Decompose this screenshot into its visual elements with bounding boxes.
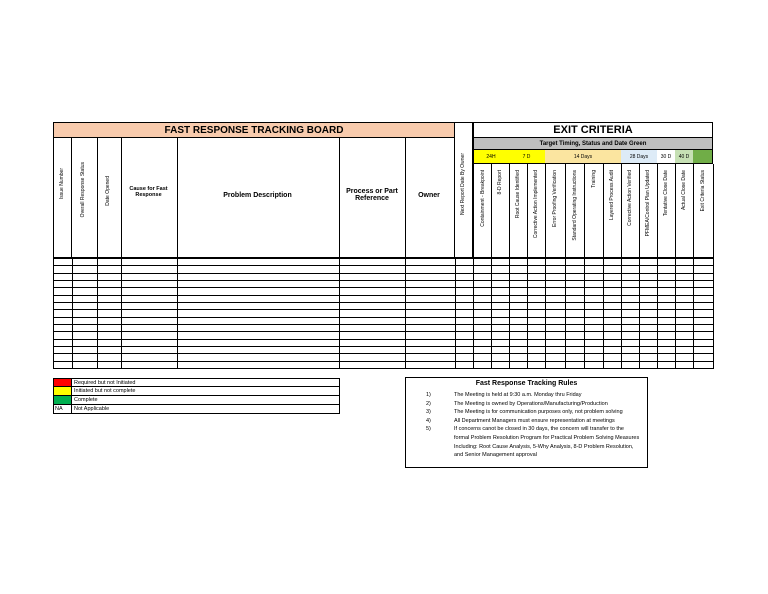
rule-number: 3) [426, 409, 431, 416]
exit-col-label: Containment - Breakpoint [480, 170, 486, 227]
grid-col-line [405, 258, 406, 368]
grid-row-line [53, 331, 714, 332]
exit-col-header [584, 164, 604, 258]
grid-row-line [53, 280, 714, 281]
exit-col-header [639, 164, 658, 258]
rule-text: All Department Managers must ensure representation at meetings [454, 417, 615, 424]
grid-col-line [545, 258, 546, 368]
legend-label: Initiated but not complete [74, 388, 136, 394]
legend-swatch-green [54, 396, 72, 404]
legend-row [53, 396, 340, 405]
exit-col-header [675, 164, 694, 258]
grid-col-line [455, 258, 456, 368]
exit-criteria-title: EXIT CRITERIA [473, 122, 713, 138]
rule-number: 1) [426, 392, 431, 398]
col-owner [405, 138, 455, 258]
exit-col-header [509, 164, 528, 258]
rule-text: Including: Root Cause Analysis, 5-Why Analysis, 8-D Problem Resolution, [454, 443, 634, 450]
status-legend [53, 378, 340, 414]
grid-col-line [693, 258, 694, 368]
exit-col-header [621, 164, 640, 258]
grid-row-line [53, 265, 714, 266]
grid-row-line [53, 258, 714, 259]
grid-col-line [53, 258, 54, 368]
band-14d: 14 Days [545, 150, 622, 164]
exit-col-label: Exit Criteria Status [700, 170, 706, 212]
band-28d: 28 Days [621, 150, 658, 164]
grid-col-line [639, 258, 640, 368]
exit-col-header [657, 164, 676, 258]
grid-col-line [584, 258, 585, 368]
rule-text: The Meeting is held at 9:30 a.m. Monday thru Friday [454, 392, 582, 398]
grid-row-line [53, 273, 714, 274]
col-label: Owner [418, 192, 440, 199]
rule-text: If concerns canot be closed in 30 days, the concern will transfer to the [454, 426, 624, 433]
col-label: Problem Description [223, 192, 292, 199]
exit-col-header [473, 164, 492, 258]
band-30d: 30 D [657, 150, 676, 164]
grid-col-line [527, 258, 528, 368]
col-label: Issue Number [59, 168, 65, 200]
legend-swatch-yellow [54, 387, 72, 395]
exit-col-header [603, 164, 622, 258]
grid-row-line [53, 309, 714, 310]
target-timing-label: Target Timing, Status and Date Green [473, 138, 713, 150]
grid-col-line [565, 258, 566, 368]
exit-col-label: Corrective Action Implemented [533, 170, 539, 239]
legend-label: Required but not Initiated [74, 379, 136, 386]
col-label: Overall Response Status [80, 162, 86, 218]
exit-col-label: Actual Close Date [681, 170, 687, 211]
col-issue-number [53, 138, 72, 258]
legend-label: Complete [74, 397, 98, 403]
grid-row-line [53, 317, 714, 318]
exit-col-label: Layered Process Audit [609, 170, 615, 221]
grid-row-line [53, 287, 714, 288]
grid-row-line [53, 295, 714, 296]
rule-text: The Meeting is owned by Operations/Manufacturing/Production [454, 400, 608, 407]
col-next-report [455, 122, 473, 258]
exit-col-label: PFMEA/Control Plan Updated [645, 170, 651, 237]
grid-row-line [53, 302, 714, 303]
rules-title: Fast Response Tracking Rules [475, 380, 578, 387]
col-label: Cause for Fast Response [129, 186, 168, 198]
exit-col-label: Corrective Action Verified [627, 170, 633, 226]
grid-row-line [53, 324, 714, 325]
grid-col-line [339, 258, 340, 368]
grid-col-line [491, 258, 492, 368]
grid-col-line [621, 258, 622, 368]
exit-col-label: Training [590, 170, 597, 188]
col-cause [121, 138, 178, 258]
col-label: Next Report Date By Owner [460, 153, 466, 215]
grid-col-line [509, 258, 510, 368]
grid-col-line [603, 258, 604, 368]
exit-col-header [491, 164, 510, 258]
grid-row-line [53, 353, 714, 354]
exit-col-label: Root Cause Identified [515, 170, 521, 219]
band-status [693, 150, 713, 164]
rule-number: 2) [426, 400, 431, 407]
rule-number: 5) [426, 426, 431, 433]
rule-number: 4) [426, 417, 431, 424]
rule-text: and Senior Management approval [454, 452, 537, 459]
exit-col-header [565, 164, 585, 258]
col-problem-description [177, 138, 340, 258]
exit-col-label: Tentative Close Date [663, 170, 669, 217]
exit-col-label: 8-D Report [497, 170, 503, 195]
exit-col-header [693, 164, 714, 258]
grid-col-line [72, 258, 73, 368]
grid-col-line [97, 258, 98, 368]
band-40d: 40 D [675, 150, 694, 164]
legend-row [53, 387, 340, 396]
grid-col-line [713, 258, 714, 368]
exit-col-label: Error Proofing Verification [552, 170, 558, 227]
legend-label: Not Applicable [74, 406, 110, 412]
col-label: Process or Part Reference [346, 188, 398, 202]
tracking-board-title: FAST RESPONSE TRACKING BOARD [53, 122, 455, 138]
col-overall-status [72, 138, 98, 258]
tracking-rules-box [405, 377, 648, 468]
grid-row-line [53, 339, 714, 340]
grid-col-line [657, 258, 658, 368]
grid-row-line [53, 361, 714, 362]
exit-col-label: Standard Operating Instructions [571, 170, 578, 241]
grid-row-line [53, 368, 714, 369]
grid-col-line [121, 258, 122, 368]
exit-col-header [527, 164, 546, 258]
exit-col-header [545, 164, 566, 258]
legend-swatch-na: NA [54, 405, 72, 413]
band-7d: 7 D [508, 150, 546, 164]
legend-row [53, 405, 340, 414]
col-date-opened [97, 138, 122, 258]
col-process-reference [339, 138, 406, 258]
band-24h: 24H [473, 150, 509, 164]
grid-row-line [53, 346, 714, 347]
col-label: Date Opened [105, 176, 111, 206]
rule-text: formal Problem Resolution Program for Practical Problem Solving Measures [454, 435, 640, 441]
grid-col-line [473, 258, 474, 368]
grid-col-line [177, 258, 178, 368]
legend-row [53, 378, 340, 387]
legend-swatch-red [54, 379, 72, 386]
grid-col-line [675, 258, 676, 368]
rule-text: The Meeting is for communication purposes only, not problem solving [454, 409, 623, 416]
